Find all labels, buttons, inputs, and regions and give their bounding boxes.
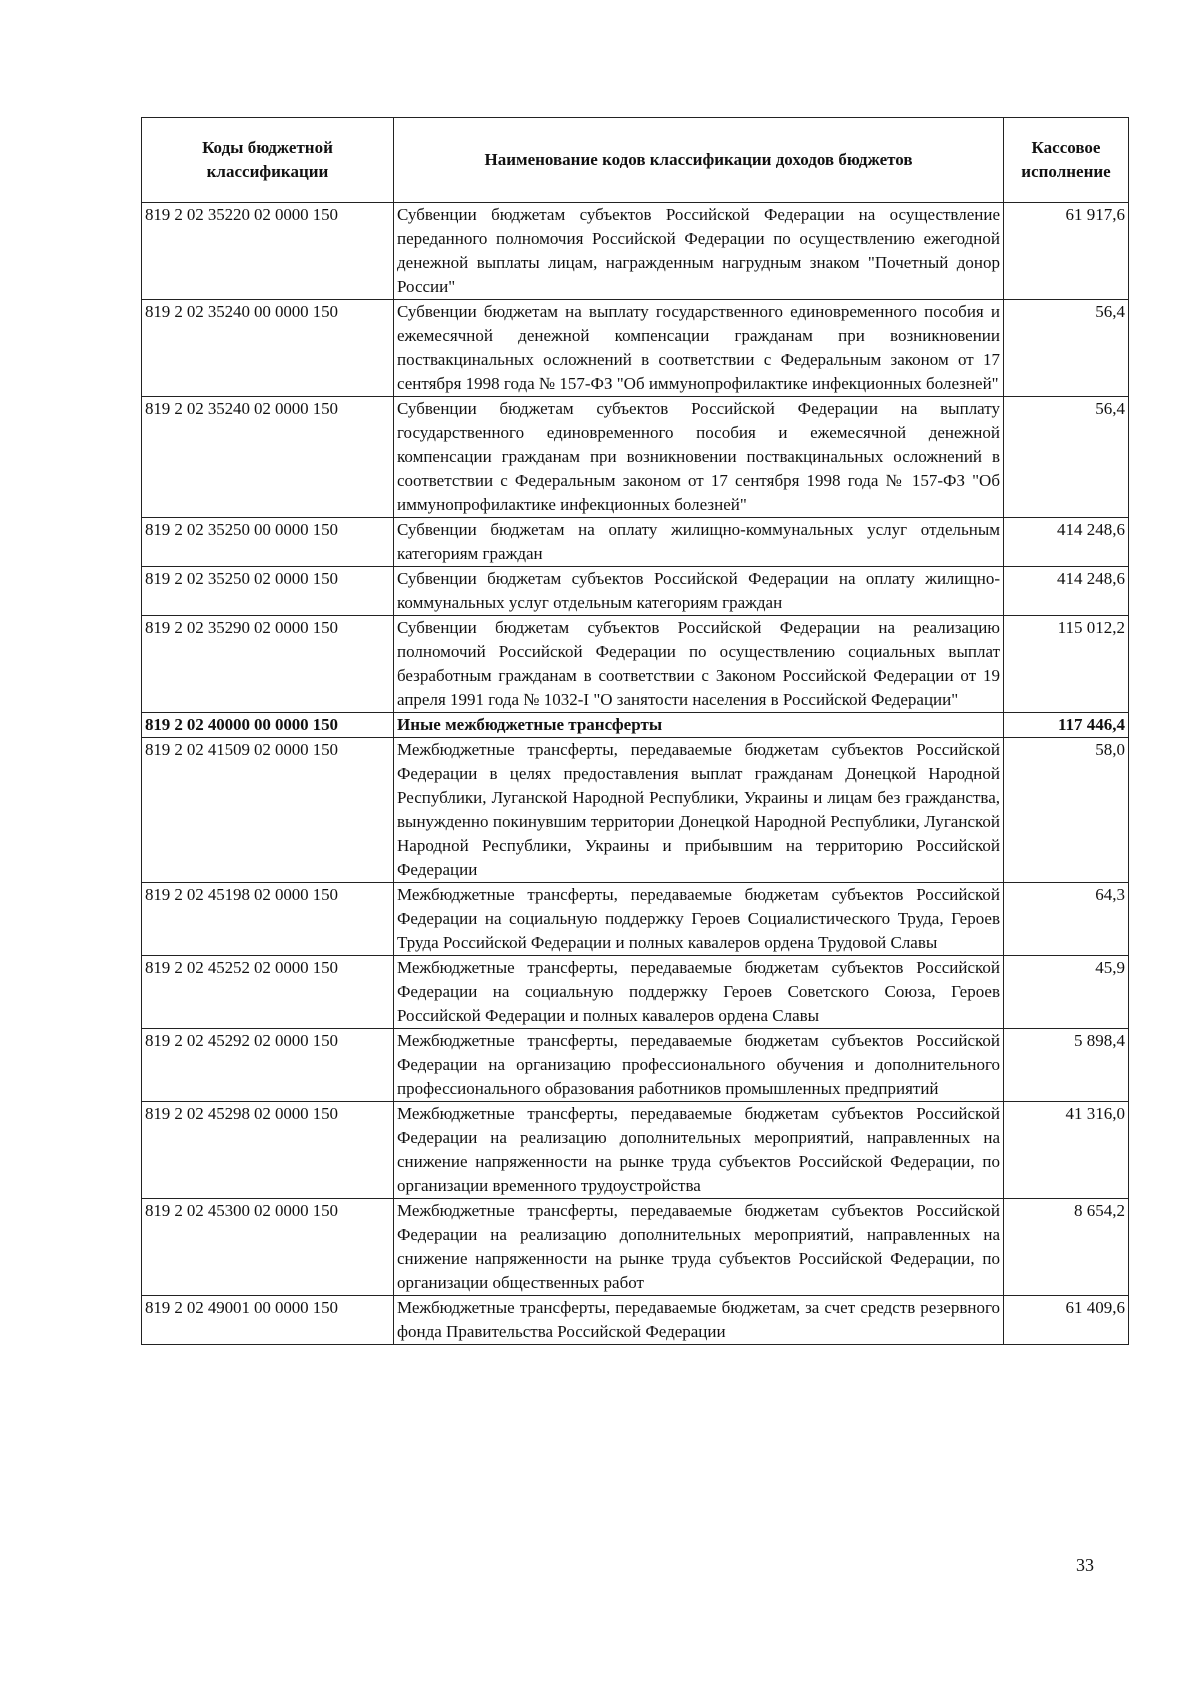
table-row xyxy=(142,1102,1129,1199)
row-code: 819 2 02 35290 02 0000 150 xyxy=(142,616,394,713)
table-header-row xyxy=(142,118,1129,203)
row-name: Межбюджетные трансферты, передаваемые бюджетам субъектов Российской Федерации на реализацию дополнительных мероприятий, направленных на снижение напряженности на рынке труда субъектов Российской Федерации, по организации временного трудоустройства xyxy=(394,1102,1004,1199)
table-row xyxy=(142,1199,1129,1296)
row-name: Иные межбюджетные трансферты xyxy=(394,713,1004,738)
table-row xyxy=(142,616,1129,713)
row-name: Межбюджетные трансферты, передаваемые бюджетам субъектов Российской Федерации в целях предоставления выплат гражданам Донецкой Народной Республики, Луганской Народной Республики, Украины и лицам без гражданства, вынужденно покинувшим территории Донецкой Народной Республики, Луганской Народной Республики, Украины и прибывшим на территорию Российской Федерации xyxy=(394,738,1004,883)
row-code: 819 2 02 45198 02 0000 150 xyxy=(142,883,394,956)
row-code: 819 2 02 45252 02 0000 150 xyxy=(142,956,394,1029)
row-code: 819 2 02 45298 02 0000 150 xyxy=(142,1102,394,1199)
table-row xyxy=(142,738,1129,883)
table-row xyxy=(142,1029,1129,1102)
row-name: Межбюджетные трансферты, передаваемые бюджетам, за счет средств резервного фонда Правительства Российской Федерации xyxy=(394,1296,1004,1345)
row-value: 115 012,2 xyxy=(1004,616,1129,713)
row-code: 819 2 02 49001 00 0000 150 xyxy=(142,1296,394,1345)
row-name: Субвенции бюджетам субъектов Российской Федерации на выплату государственного единовременного пособия и ежемесячной денежной компенсации гражданам при возникновении поствакцинальных осложнений в соответствии с Федеральным законом от 17 сентября 1998 года № 157-ФЗ "Об иммунопрофилактике инфекционных болезней" xyxy=(394,397,1004,518)
row-value: 58,0 xyxy=(1004,738,1129,883)
row-name: Межбюджетные трансферты, передаваемые бюджетам субъектов Российской Федерации на реализацию дополнительных мероприятий, направленных на снижение напряженности на рынке труда субъектов Российской Федерации, по организации общественных работ xyxy=(394,1199,1004,1296)
row-code: 819 2 02 35220 02 0000 150 xyxy=(142,203,394,300)
row-value: 64,3 xyxy=(1004,883,1129,956)
table-row xyxy=(142,300,1129,397)
row-value: 41 316,0 xyxy=(1004,1102,1129,1199)
row-value: 61 917,6 xyxy=(1004,203,1129,300)
row-value: 5 898,4 xyxy=(1004,1029,1129,1102)
table-row xyxy=(142,518,1129,567)
row-value: 56,4 xyxy=(1004,397,1129,518)
row-name: Межбюджетные трансферты, передаваемые бюджетам субъектов Российской Федерации на социальную поддержку Героев Социалистического Труда, Героев Труда Российской Федерации и полных кавалеров ордена Трудовой Славы xyxy=(394,883,1004,956)
budget-table xyxy=(141,117,1129,1345)
row-value: 45,9 xyxy=(1004,956,1129,1029)
row-value: 8 654,2 xyxy=(1004,1199,1129,1296)
table-body xyxy=(142,203,1129,1345)
header-name: Наименование кодов классификации доходов бюджетов xyxy=(394,118,1004,203)
row-name: Субвенции бюджетам субъектов Российской Федерации на оплату жилищно-коммунальных услуг отдельным категориям граждан xyxy=(394,567,1004,616)
table-row xyxy=(142,397,1129,518)
row-code: 819 2 02 40000 00 0000 150 xyxy=(142,713,394,738)
row-value: 56,4 xyxy=(1004,300,1129,397)
table-row xyxy=(142,567,1129,616)
row-value: 414 248,6 xyxy=(1004,567,1129,616)
header-code: Коды бюджетной классификации xyxy=(142,118,394,203)
row-code: 819 2 02 45300 02 0000 150 xyxy=(142,1199,394,1296)
row-name: Субвенции бюджетам субъектов Российской Федерации на осуществление переданного полномочия Российской Федерации по осуществлению ежегодной денежной выплаты лицам, награжденным нагрудным знаком "Почетный донор России" xyxy=(394,203,1004,300)
row-value: 414 248,6 xyxy=(1004,518,1129,567)
table-row xyxy=(142,956,1129,1029)
row-code: 819 2 02 35240 00 0000 150 xyxy=(142,300,394,397)
row-code: 819 2 02 45292 02 0000 150 xyxy=(142,1029,394,1102)
table-row xyxy=(142,713,1129,738)
table-row xyxy=(142,883,1129,956)
row-value: 117 446,4 xyxy=(1004,713,1129,738)
row-name: Межбюджетные трансферты, передаваемые бюджетам субъектов Российской Федерации на организацию профессионального обучения и дополнительного профессионального образования работников промышленных предприятий xyxy=(394,1029,1004,1102)
header-value: Кассовое исполнение xyxy=(1004,118,1129,203)
row-name: Субвенции бюджетам субъектов Российской Федерации на реализацию полномочий Российской Федерации по осуществлению социальных выплат безработным гражданам в соответствии с Законом Российской Федерации от 19 апреля 1991 года № 1032-I "О занятости населения в Российской Федерации" xyxy=(394,616,1004,713)
row-code: 819 2 02 41509 02 0000 150 xyxy=(142,738,394,883)
row-value: 61 409,6 xyxy=(1004,1296,1129,1345)
table-row xyxy=(142,203,1129,300)
row-name: Субвенции бюджетам на выплату государственного единовременного пособия и ежемесячной денежной компенсации гражданам при возникновении поствакцинальных осложнений в соответствии с Федеральным законом от 17 сентября 1998 года № 157-ФЗ "Об иммунопрофилактике инфекционных болезней" xyxy=(394,300,1004,397)
row-name: Межбюджетные трансферты, передаваемые бюджетам субъектов Российской Федерации на социальную поддержку Героев Советского Союза, Героев Российской Федерации и полных кавалеров ордена Славы xyxy=(394,956,1004,1029)
page-number: 33 xyxy=(1076,1555,1094,1575)
table-row xyxy=(142,1296,1129,1345)
row-name: Субвенции бюджетам на оплату жилищно-коммунальных услуг отдельным категориям граждан xyxy=(394,518,1004,567)
row-code: 819 2 02 35250 00 0000 150 xyxy=(142,518,394,567)
row-code: 819 2 02 35250 02 0000 150 xyxy=(142,567,394,616)
row-code: 819 2 02 35240 02 0000 150 xyxy=(142,397,394,518)
